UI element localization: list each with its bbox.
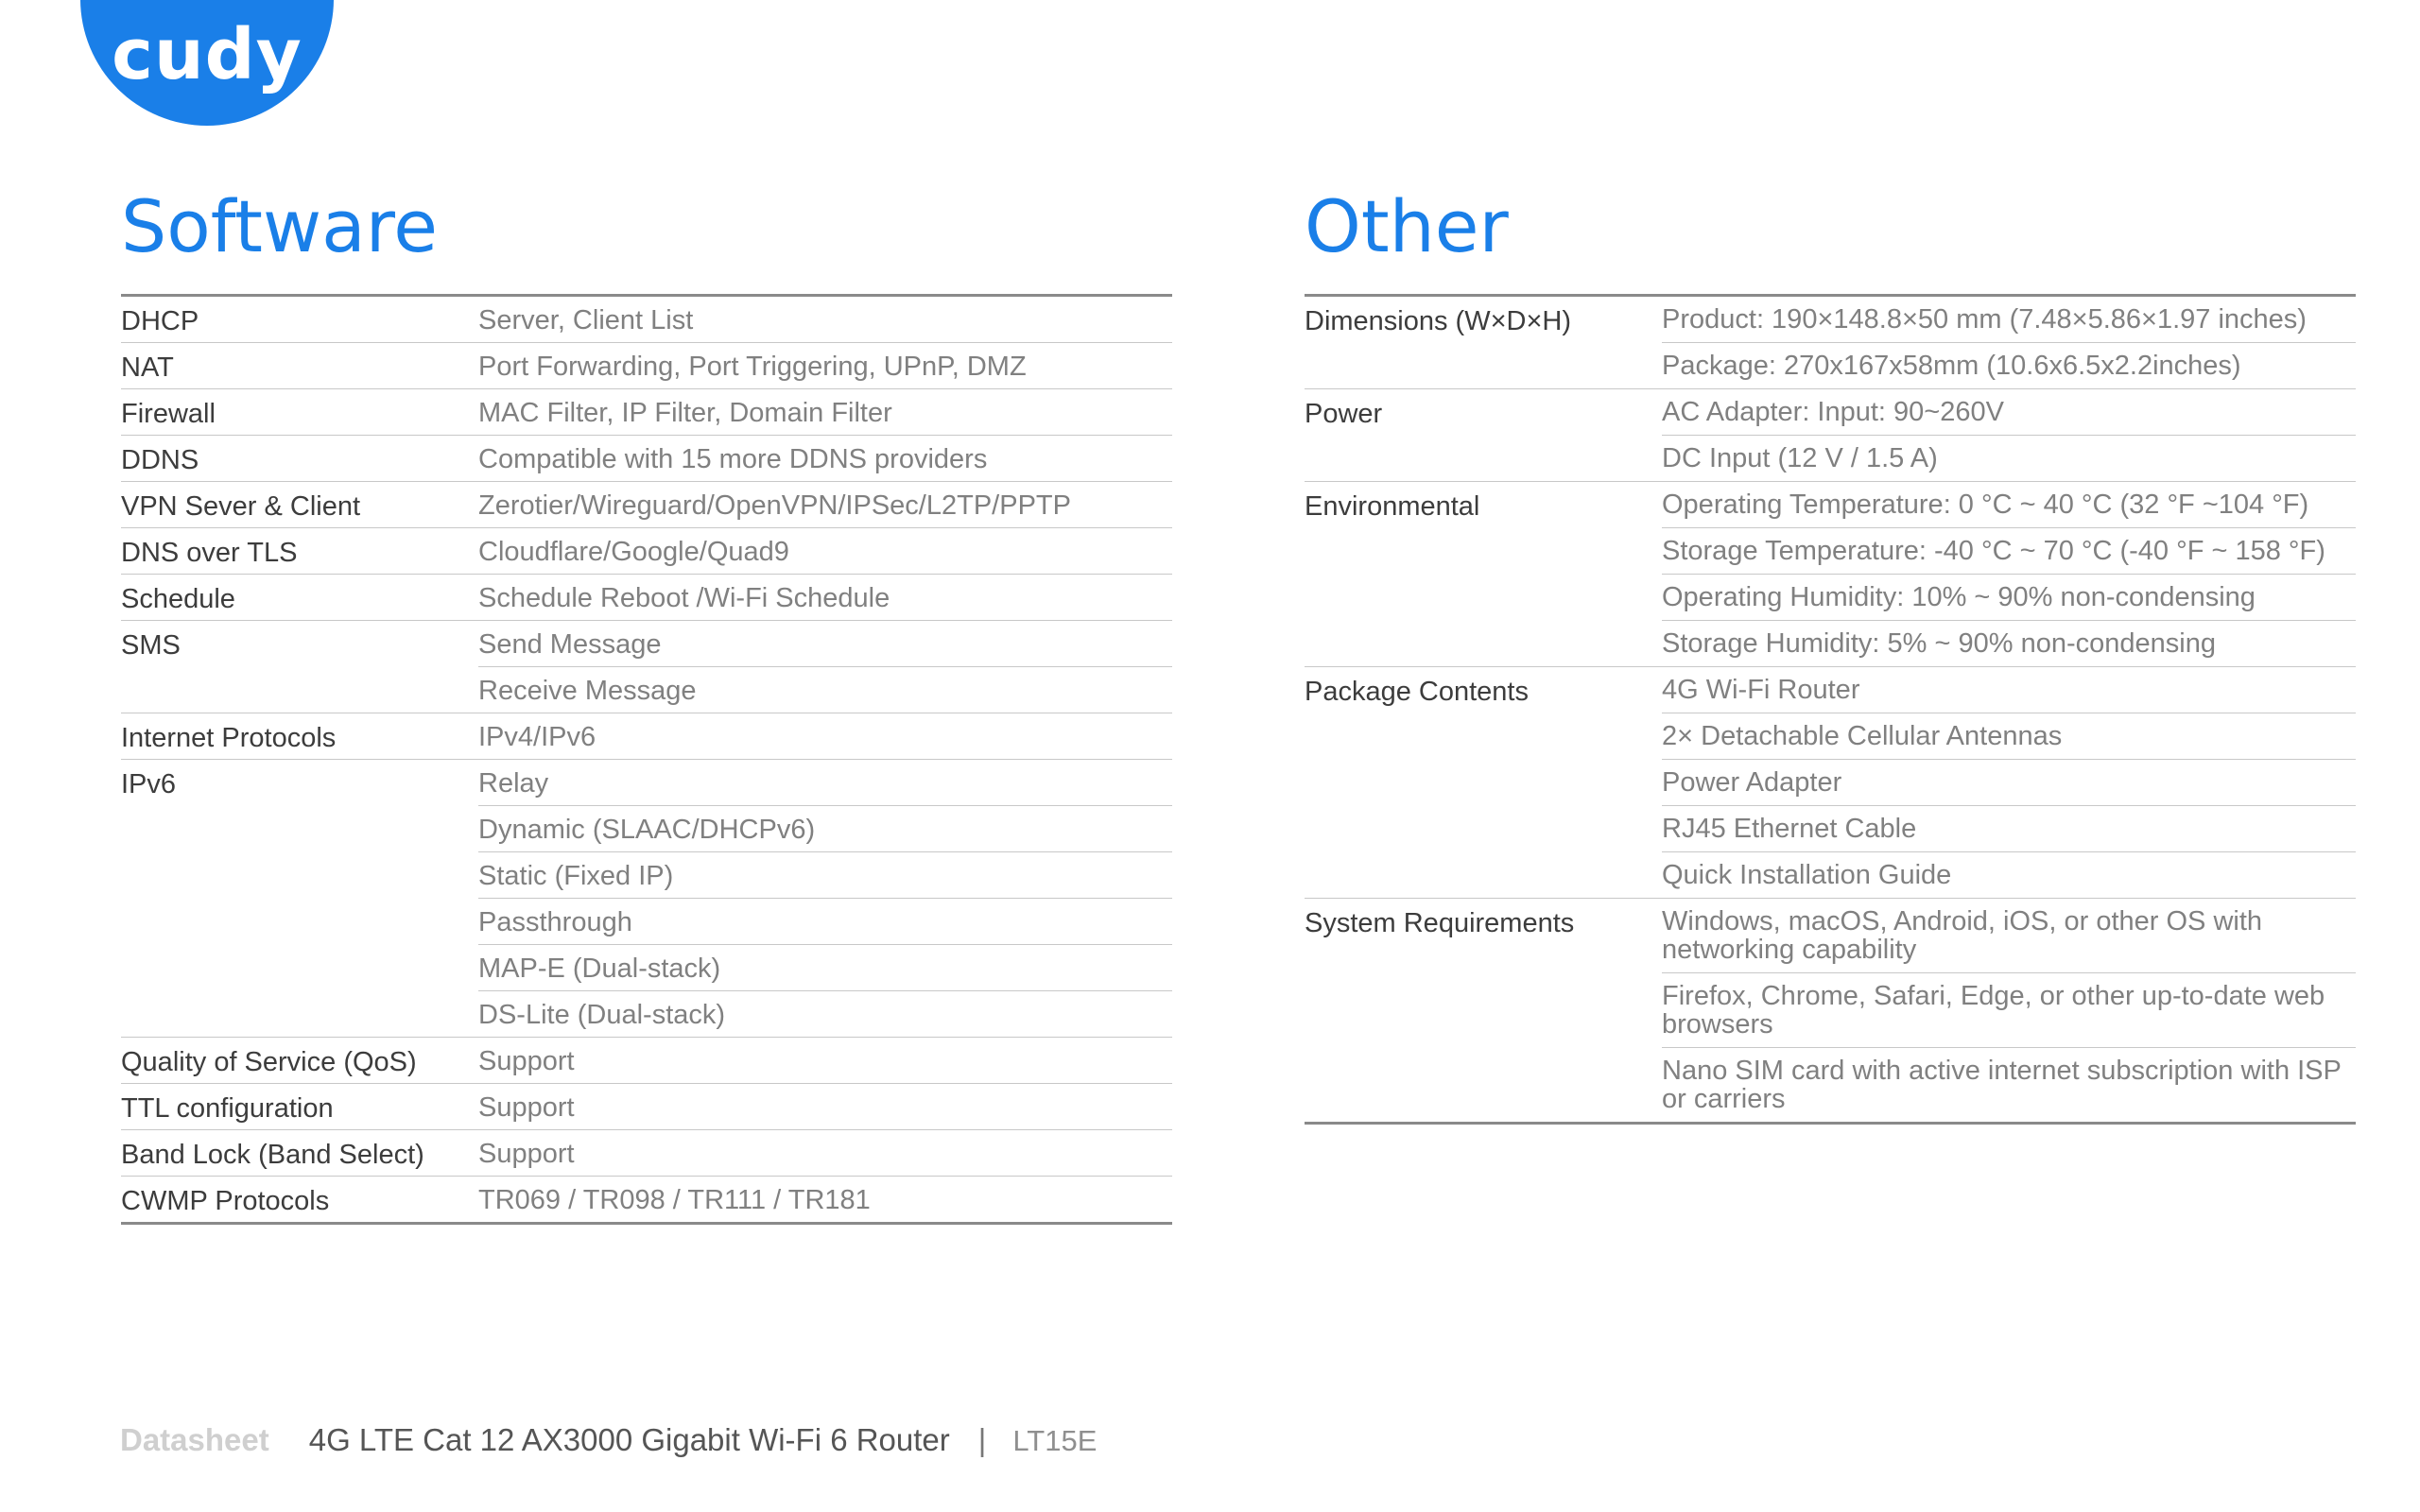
- spec-value: Storage Temperature: -40 °C ~ 70 °C (-40 °F ~ 158 °F): [1662, 527, 2356, 574]
- spec-value: Dynamic (SLAAC/DHCPv6): [478, 805, 1172, 851]
- spec-value: AC Adapter: Input: 90~260V: [1662, 397, 2004, 427]
- spec-values: [478, 297, 1172, 342]
- spec-row: [121, 1129, 1172, 1176]
- spec-value: TR069 / TR098 / TR111 / TR181: [478, 1185, 871, 1215]
- software-spec-table: [121, 294, 1172, 1225]
- spec-value: Send Message: [478, 629, 662, 660]
- spec-value: DC Input (12 V / 1.5 A): [1662, 435, 2356, 481]
- spec-value: Firefox, Chrome, Safari, Edge, or other up-to-date web browsers: [1662, 972, 2356, 1047]
- spec-row: [1305, 666, 2356, 898]
- spec-label: System Requirements: [1305, 908, 1575, 938]
- footer: [120, 1422, 1097, 1458]
- spec-values: [1662, 297, 2356, 388]
- spec-values: [478, 621, 1172, 713]
- spec-value: Static (Fixed IP): [478, 851, 1172, 898]
- spec-row: [121, 342, 1172, 388]
- spec-value: Storage Humidity: 5% ~ 90% non-condensing: [1662, 620, 2356, 666]
- spec-label: IPv6: [121, 769, 177, 799]
- spec-values: [478, 482, 1172, 527]
- spec-values: [478, 575, 1172, 620]
- spec-label: TTL configuration: [121, 1093, 334, 1124]
- spec-label: Quality of Service (QoS): [121, 1047, 417, 1077]
- spec-label: VPN Sever & Client: [121, 491, 361, 522]
- spec-value: IPv4/IPv6: [478, 722, 596, 752]
- spec-value: 2× Detachable Cellular Antennas: [1662, 713, 2356, 759]
- spec-value: 4G Wi-Fi Router: [1662, 675, 1860, 705]
- spec-label: Power: [1305, 399, 1383, 429]
- spec-label: Internet Protocols: [121, 723, 337, 753]
- footer-model: LT15E: [1012, 1424, 1098, 1457]
- spec-row: [121, 1176, 1172, 1222]
- spec-values: [1662, 482, 2356, 666]
- spec-value: MAC Filter, IP Filter, Domain Filter: [478, 398, 892, 428]
- spec-value: Quick Installation Guide: [1662, 851, 2356, 898]
- spec-row: [1305, 481, 2356, 666]
- spec-value: RJ45 Ethernet Cable: [1662, 805, 2356, 851]
- spec-label: DDNS: [121, 445, 199, 475]
- spec-row: [121, 527, 1172, 574]
- spec-value: Support: [478, 1092, 575, 1123]
- spec-values: [1662, 667, 2356, 898]
- spec-row: [121, 297, 1172, 342]
- spec-label: SMS: [121, 630, 181, 661]
- spec-row: [121, 481, 1172, 527]
- spec-values: [478, 1177, 1172, 1222]
- spec-label: Schedule: [121, 584, 235, 614]
- brand-logo: [80, 0, 334, 126]
- spec-value: MAP-E (Dual-stack): [478, 944, 1172, 990]
- spec-label: DHCP: [121, 306, 199, 336]
- other-title: Other: [1305, 184, 1509, 268]
- spec-values: [478, 389, 1172, 435]
- spec-value: Power Adapter: [1662, 759, 2356, 805]
- spec-row: [1305, 297, 2356, 388]
- spec-value: Port Forwarding, Port Triggering, UPnP, DMZ: [478, 352, 1027, 382]
- spec-value: Relay: [478, 768, 549, 799]
- footer-product-name: 4G LTE Cat 12 AX3000 Gigabit Wi-Fi 6 Router: [308, 1422, 950, 1457]
- spec-label: Band Lock (Band Select): [121, 1140, 424, 1170]
- spec-value: DS-Lite (Dual-stack): [478, 990, 1172, 1037]
- spec-values: [478, 528, 1172, 574]
- spec-values: [478, 760, 1172, 1037]
- footer-separator: |: [977, 1422, 987, 1457]
- spec-value: Operating Temperature: 0 °C ~ 40 °C (32 °F ~104 °F): [1662, 490, 2309, 520]
- spec-value: Passthrough: [478, 898, 1172, 944]
- spec-value: Schedule Reboot /Wi-Fi Schedule: [478, 583, 890, 613]
- spec-values: [478, 436, 1172, 481]
- spec-values: [478, 1038, 1172, 1083]
- spec-label: CWMP Protocols: [121, 1186, 330, 1216]
- spec-value: Support: [478, 1139, 575, 1169]
- spec-value: Windows, macOS, Android, iOS, or other OS with networking capability: [1662, 906, 2263, 965]
- spec-row: [121, 1037, 1172, 1083]
- spec-label: NAT: [121, 352, 174, 383]
- spec-values: [1662, 899, 2356, 1122]
- spec-values: [478, 1130, 1172, 1176]
- spec-value: Zerotier/Wireguard/OpenVPN/IPSec/L2TP/PPTP: [478, 490, 1071, 521]
- footer-doc-type: Datasheet: [120, 1422, 269, 1457]
- brand-logo-text: cudy: [112, 14, 302, 95]
- spec-row: [121, 620, 1172, 713]
- spec-label: DNS over TLS: [121, 538, 298, 568]
- spec-value: Package: 270x167x58mm (10.6x6.5x2.2inches): [1662, 342, 2356, 388]
- spec-values: [478, 1084, 1172, 1129]
- spec-row: [121, 1083, 1172, 1129]
- spec-row: [121, 388, 1172, 435]
- spec-row: [1305, 388, 2356, 481]
- spec-label: Firewall: [121, 399, 216, 429]
- spec-label: Dimensions (W×D×H): [1305, 306, 1571, 336]
- spec-values: [478, 343, 1172, 388]
- spec-values: [1662, 389, 2356, 481]
- spec-value: Support: [478, 1046, 575, 1076]
- other-spec-table: [1305, 294, 2356, 1125]
- spec-value: Cloudflare/Google/Quad9: [478, 537, 789, 567]
- spec-row: [121, 435, 1172, 481]
- spec-row: [1305, 898, 2356, 1122]
- spec-label: Environmental: [1305, 491, 1480, 522]
- software-title: Software: [121, 184, 439, 268]
- spec-value: Nano SIM card with active internet subscription with ISP or carriers: [1662, 1047, 2356, 1122]
- spec-row: [121, 759, 1172, 1037]
- spec-label: Package Contents: [1305, 677, 1529, 707]
- spec-value: Server, Client List: [478, 305, 694, 335]
- spec-value: Compatible with 15 more DDNS providers: [478, 444, 988, 474]
- software-section: [121, 180, 1172, 1225]
- spec-value: Operating Humidity: 10% ~ 90% non-condensing: [1662, 574, 2356, 620]
- spec-row: [121, 574, 1172, 620]
- other-section: [1305, 180, 2356, 1125]
- spec-value: Product: 190×148.8×50 mm (7.48×5.86×1.97 inches): [1662, 304, 2307, 335]
- spec-value: Receive Message: [478, 666, 1172, 713]
- spec-values: [478, 713, 1172, 759]
- spec-row: [121, 713, 1172, 759]
